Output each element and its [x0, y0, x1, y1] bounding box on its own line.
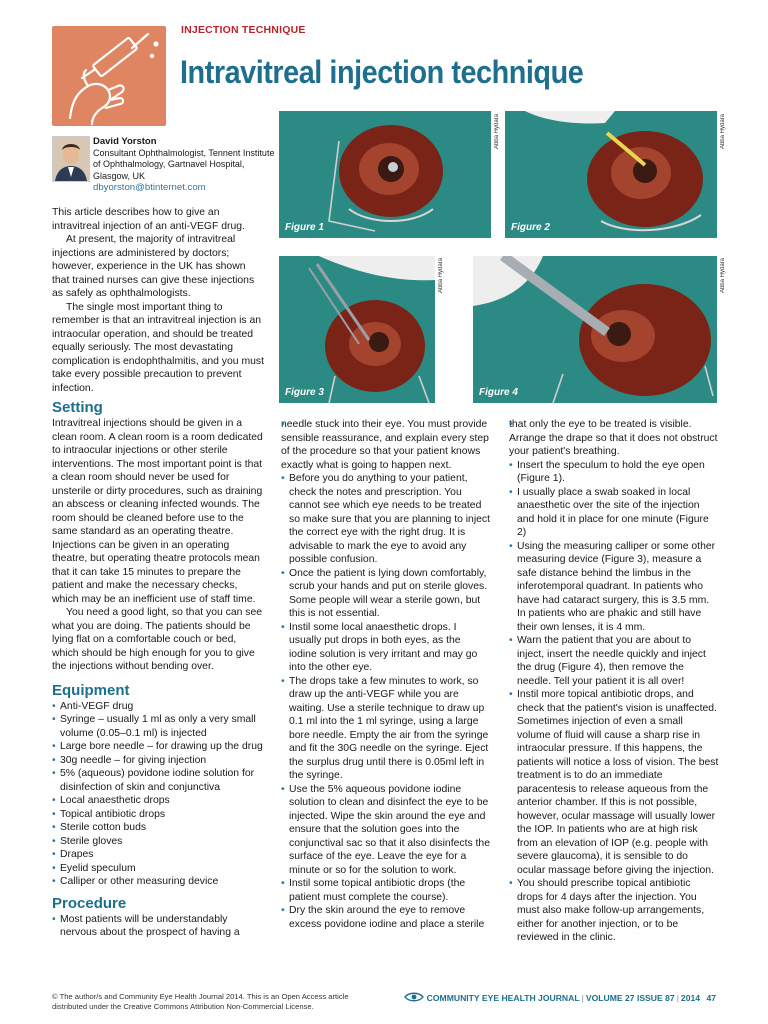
list-item: • Using the measuring calliper or some other measuring device (Figure 3), measure a safe distance behind the limbus in the inferotemporal quadrant. In patients who have had cataract surgery, this is 3.5 mm. In patients who are phakic and still have their own lenses, it is 4 mm. [509, 540, 719, 635]
author-photo [52, 136, 90, 182]
intro-paragraph: At present, the majority of intravitreal injections are administered by doctors; however, experience in the UK has shown that trained nurses can give these injections as safely as ophthalmologists. [52, 234, 255, 299]
author-block [93, 136, 278, 194]
list-item: • You should prescribe topical antibiotic drops for 4 days after the injection. You must also make follow-up arrangements, either for another injection, or to be reviewed in the clinic. [509, 877, 719, 945]
list-item: • Topical antibiotic drops [52, 808, 264, 822]
journal-volume: VOLUME 27 ISSUE 87 [585, 993, 675, 1003]
column-3 [509, 418, 719, 945]
figure-caption: Figure 4 [479, 387, 518, 398]
photo-credit: Abba Hydara [438, 258, 444, 294]
figure-caption: Figure 2 [511, 222, 550, 233]
procedure-list-continued [509, 418, 719, 945]
journal-year: 2014 [680, 993, 701, 1003]
figure-3 [279, 256, 435, 403]
list-item: • Before you do anything to your patient, check the notes and prescription. You cannot see which eye needs to be treated so make sure that you are planning to inject the correct eye with the right drug. It is advisable to mark the eye to avoid any possible confusion. [281, 472, 491, 567]
equipment-list [52, 700, 264, 889]
journal-footer: COMMUNITY EYE HEALTH JOURNAL | VOLUME 27 ISSUE 87 | 2014 47 [390, 992, 716, 1003]
list-item: • Eyelid speculum [52, 862, 264, 876]
author-email-link[interactable]: dbyorston@btinternet.com [93, 182, 206, 194]
section-heading: Procedure [52, 894, 127, 912]
figure-4 [473, 256, 717, 403]
list-item: • Drapes [52, 848, 264, 862]
column-2 [281, 418, 491, 931]
figure-caption: Figure 1 [285, 222, 324, 233]
list-item: • Use the 5% aqueous povidone iodine solution to clean and disinfect the eye to be injected. Wipe the skin around the eye and ensure that the solution goes into the conjunctival sac so that it also disinfects the surface of the eye. Leave the eye for a minute or so for the solution to work. [281, 783, 491, 878]
list-item: • Calliper or other measuring device [52, 875, 264, 889]
list-item: • Dry the skin around the eye to remove excess povidone iodine and place a sterile [281, 904, 491, 931]
procedure-list [52, 913, 264, 940]
list-item: • Anti-VEGF drug [52, 700, 264, 714]
setting-paragraph: Intravitreal injections should be given in a clean room. A clean room is a room dedicated to intraocular injections or other sterile interventions. The most important point is that a clean room should never be used for unsterile or dirty procedures, such as draining an abscess or cleaning infected wounds. The room should be cleaned before use to the same standard as an operating theatre. Injections can be given in an operating theatre, but operating theatre protocols mean that it can take 15 minutes to prepare the patient and make the necessary checks, which may be an inefficient use of staff time. [52, 418, 263, 605]
list-item: • Most patients will be understandably nervous about the prospect of having a [52, 913, 264, 940]
figure-2 [505, 111, 717, 238]
photo-credit: Abba Hydara [720, 258, 726, 294]
section-heading: Equipment [52, 681, 130, 699]
intro-paragraph: This article describes how to give an intravitreal injection of an anti-VEGF drug. [52, 207, 245, 232]
column-1 [52, 399, 264, 940]
list-item: • Large bore needle – for drawing up the drug [52, 740, 264, 754]
list-item: • Insert the speculum to hold the eye open (Figure 1). [509, 459, 719, 486]
intro-text [52, 206, 264, 395]
list-item: • Syringe – usually 1 ml as only a very small volume (0.05–0.1 ml) is injected [52, 713, 264, 740]
figure-caption: Figure 3 [285, 387, 324, 398]
intro-paragraph: The single most important thing to remember is that an intravitreal injection is an intraocular operation, and should be treated equally seriously. The most devastating complication is endophthalmitis, and you must take every possible precaution to prevent infection. [52, 301, 264, 394]
syringe-hand-icon [52, 26, 166, 126]
list-item: • needle stuck into their eye. You must provide sensible reassurance, and explain every step of the procedure so that your patient knows exactly what is going to happen next. [281, 418, 491, 472]
author-role: Consultant Ophthalmologist, Tennent Institute of Ophthalmology, Gartnavel Hospital, Glasgow, UK [93, 147, 275, 181]
list-item: • Instil some topical antibiotic drops (the patient must complete the course). [281, 877, 491, 904]
eye-photo-image [505, 111, 717, 238]
list-item: • The drops take a few minutes to work, so draw up the anti-VEGF while you are waiting. Use a sterile technique to draw up 0.1 ml into the 1 ml syringe, using a large bore needle. Empty the air from the syringe and fit the 30G needle on the syringe. Eject the surplus drug until there is 0.05ml left in the syringe. [281, 675, 491, 783]
journal-name: COMMUNITY EYE HEALTH JOURNAL [426, 993, 580, 1003]
section-heading: Setting [52, 399, 103, 416]
author-name: David Yorston [93, 136, 157, 147]
list-item: • Instil some local anaesthetic drops. I usually put drops in both eyes, as the iodine solution is very irritant and may go into the other eye. [281, 621, 491, 675]
eye-photo-image [279, 111, 491, 238]
syringe-logo [52, 26, 166, 126]
figure-1 [279, 111, 491, 238]
eye-photo-image [473, 256, 717, 403]
list-item: • Sterile cotton buds [52, 821, 264, 835]
article-title: Intravitreal injection technique [180, 54, 584, 90]
procedure-list-continued [281, 418, 491, 931]
list-item: • Warn the patient that you are about to inject, insert the needle quickly and inject the drug (Figure 4), then remove the needle. Tell your patient it is all over! [509, 634, 719, 688]
section-kicker: INJECTION TECHNIQUE [181, 24, 306, 36]
list-item: • 5% (aqueous) povidone iodine solution for disinfection of skin and conjunctiva [52, 767, 264, 794]
photo-credit: Abba Hydara [720, 114, 726, 150]
list-item: • Sterile gloves [52, 835, 264, 849]
eye-photo-image [279, 256, 435, 403]
list-item: • I usually place a swab soaked in local anaesthetic over the site of the injection and hold it in place for one minute (Figure 2) [509, 486, 719, 540]
list-item: • Once the patient is lying down comfortably, scrub your hands and put on sterile gloves. Some people will wear a sterile gown, but this is not essential. [281, 567, 491, 621]
license-notice: © The author/s and Community Eye Health Journal 2014. This is an Open Access article distributed under the Creative Commons Attribution Non-Commercial License. [52, 992, 349, 1011]
list-item: • Local anaesthetic drops [52, 794, 264, 808]
photo-credit: Abba Hydara [494, 114, 500, 150]
page-number: 47 [706, 993, 716, 1003]
list-item: • Instil more topical antibiotic drops, and check that the patient's vision is unaffected. Sometimes injection of even a small volume of fluid will cause a sharp rise in intraocular pressure. If this happens, the patients will notice a loss of vision. The best treatment is to do an immediate paracentesis to release aqueous from the anterior chamber. If this is not possible, however, ocular massage will usually lower the IOP. In patients who are at high risk from an elevation of IOP (e.g. people with severe glaucoma), it is sensible to do ocular massage before giving the injection. [509, 688, 719, 877]
setting-paragraph: You need a good light, so that you can see what you are doing. The patients should be lying flat on a comfortable couch or bed, which should be high enough for you to give the injections without bending over. [52, 607, 263, 672]
eye-icon [404, 992, 424, 1002]
list-item: • that only the eye to be treated is visible. Arrange the drape so that it does not obstruct your patient's breathing. [509, 418, 719, 459]
list-item: • 30g needle – for giving injection [52, 754, 264, 768]
